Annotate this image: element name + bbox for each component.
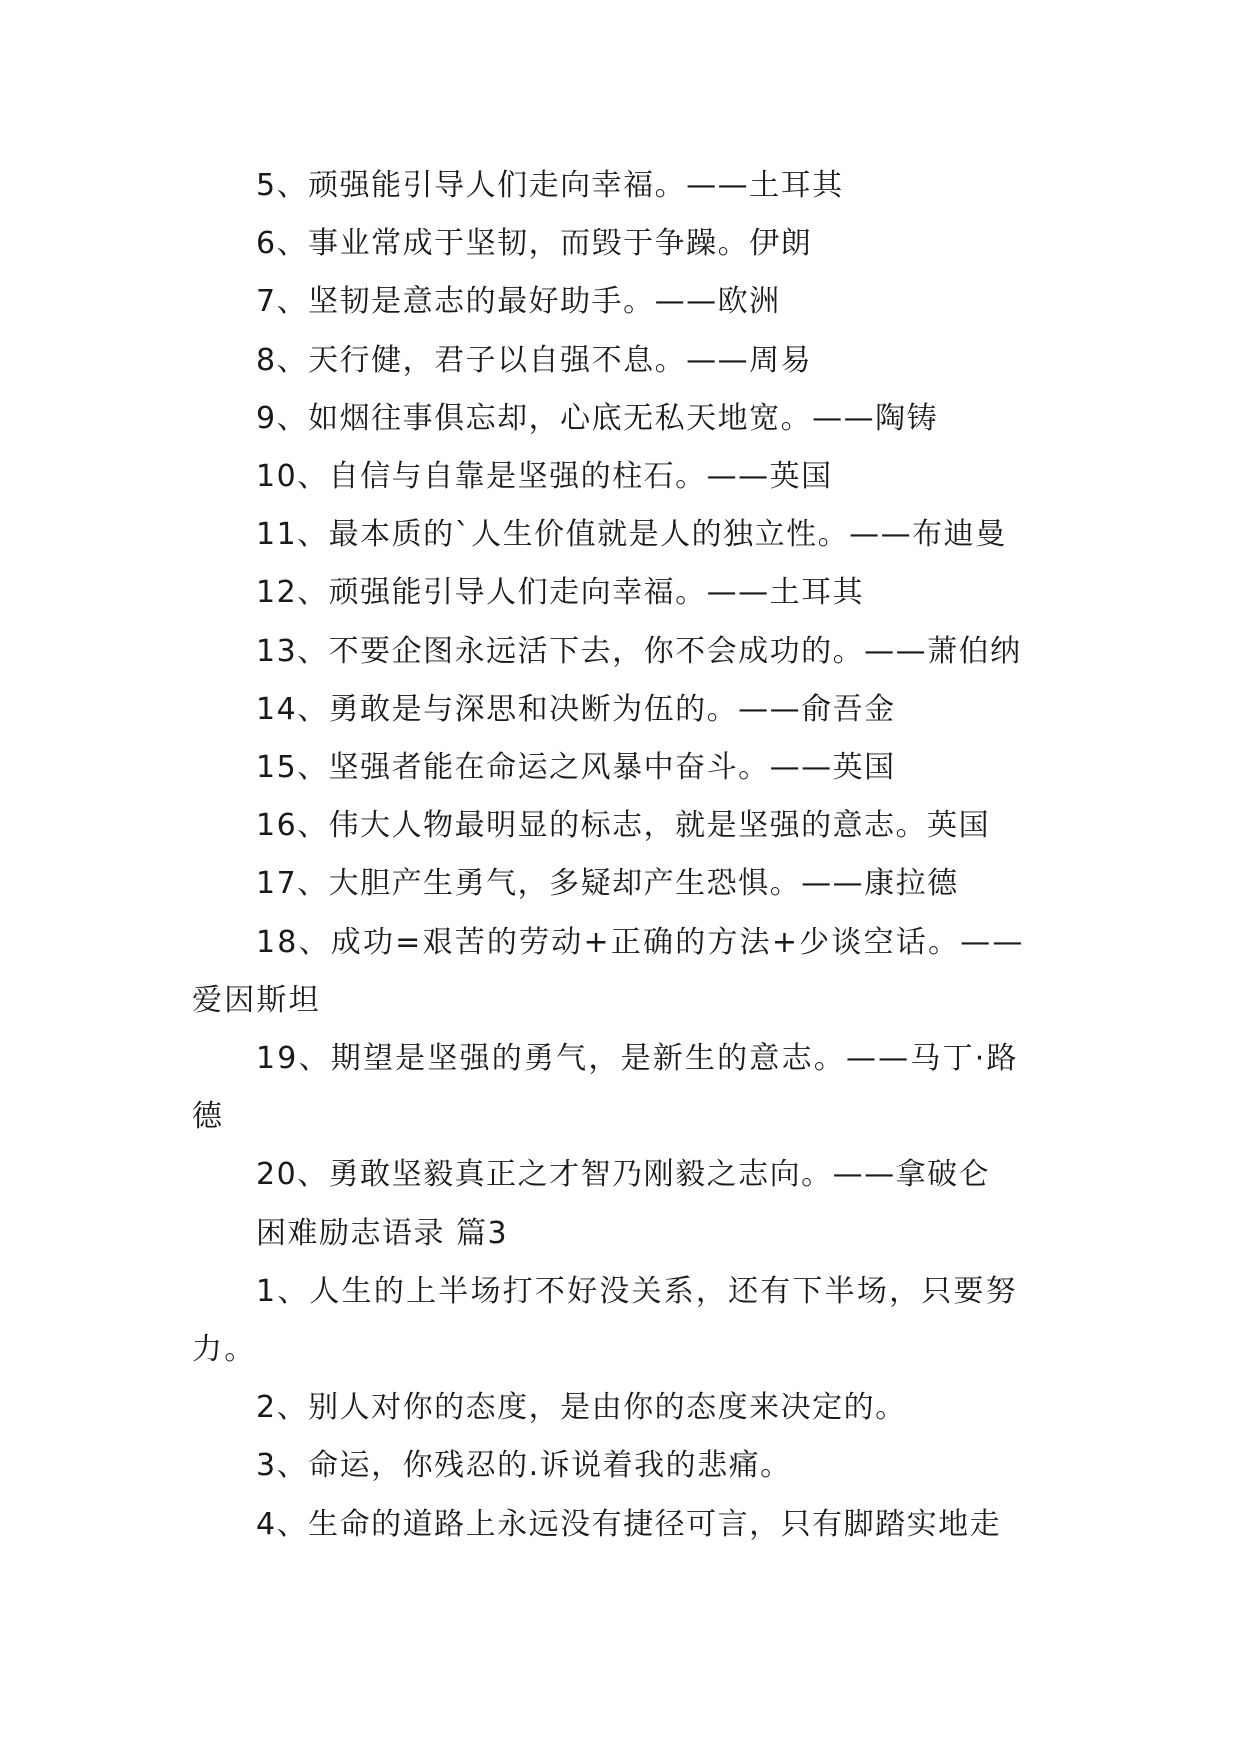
quote-paragraph: 10、自信与自靠是坚强的柱石。——英国 <box>256 459 833 495</box>
quote-paragraph: 13、不要企图永远活下去，你不会成功的。——萧伯纳 <box>256 633 1022 669</box>
quote-paragraph: 5、顽强能引导人们走向幸福。——土耳其 <box>256 168 844 203</box>
quote-paragraph: 19、期望是坚强的勇气，是新生的意志。——马丁·路德 <box>192 1041 1019 1135</box>
document-body <box>192 157 1047 1554</box>
quote-paragraph: 20、勇敢坚毅真正之才智乃刚毅之志向。——拿破仑 <box>256 1157 991 1193</box>
quote-paragraph: 8、天行健，君子以自强不息。——周易 <box>256 342 813 378</box>
quote-paragraph: 16、伟大人物最明显的标志，就是坚强的意志。英国 <box>256 808 991 844</box>
quote-paragraph: 14、勇敢是与深思和决断为伍的。——俞吾金 <box>256 691 896 727</box>
quote-paragraph: 4、生命的道路上永远没有捷径可言，只有脚踏实地走 <box>256 1506 1002 1542</box>
quote-paragraph: 9、如烟往事俱忘却，心底无私天地宽。——陶铸 <box>256 400 939 436</box>
quote-paragraph: 17、大胆产生勇气，多疑却产生恐惧。——康拉德 <box>256 866 959 902</box>
quote-paragraph: 3、命运，你残忍的.诉说着我的悲痛。 <box>256 1448 792 1484</box>
quote-paragraph: 15、坚强者能在命运之风暴中奋斗。——英国 <box>256 750 896 786</box>
section-heading: 困难励志语录 篇3 <box>256 1215 509 1251</box>
quote-paragraph: 7、坚韧是意志的最好助手。——欧洲 <box>256 284 781 320</box>
quote-paragraph: 12、顽强能引导人们走向幸福。——土耳其 <box>256 575 865 611</box>
quote-paragraph: 1、人生的上半场打不好没关系，还有下半场，只要努力。 <box>192 1273 1018 1368</box>
quote-paragraph: 2、别人对你的态度，是由你的态度来决定的。 <box>256 1390 907 1426</box>
quote-paragraph: 11、最本质的`人生价值就是人的独立性。——布迪曼 <box>256 517 1007 553</box>
quote-paragraph: 6、事业常成于坚韧，而毁于争躁。伊朗 <box>256 226 813 262</box>
quote-paragraph: 18、成功=艰苦的劳动+正确的方法+少谈空话。——爱因斯坦 <box>192 924 1025 1018</box>
